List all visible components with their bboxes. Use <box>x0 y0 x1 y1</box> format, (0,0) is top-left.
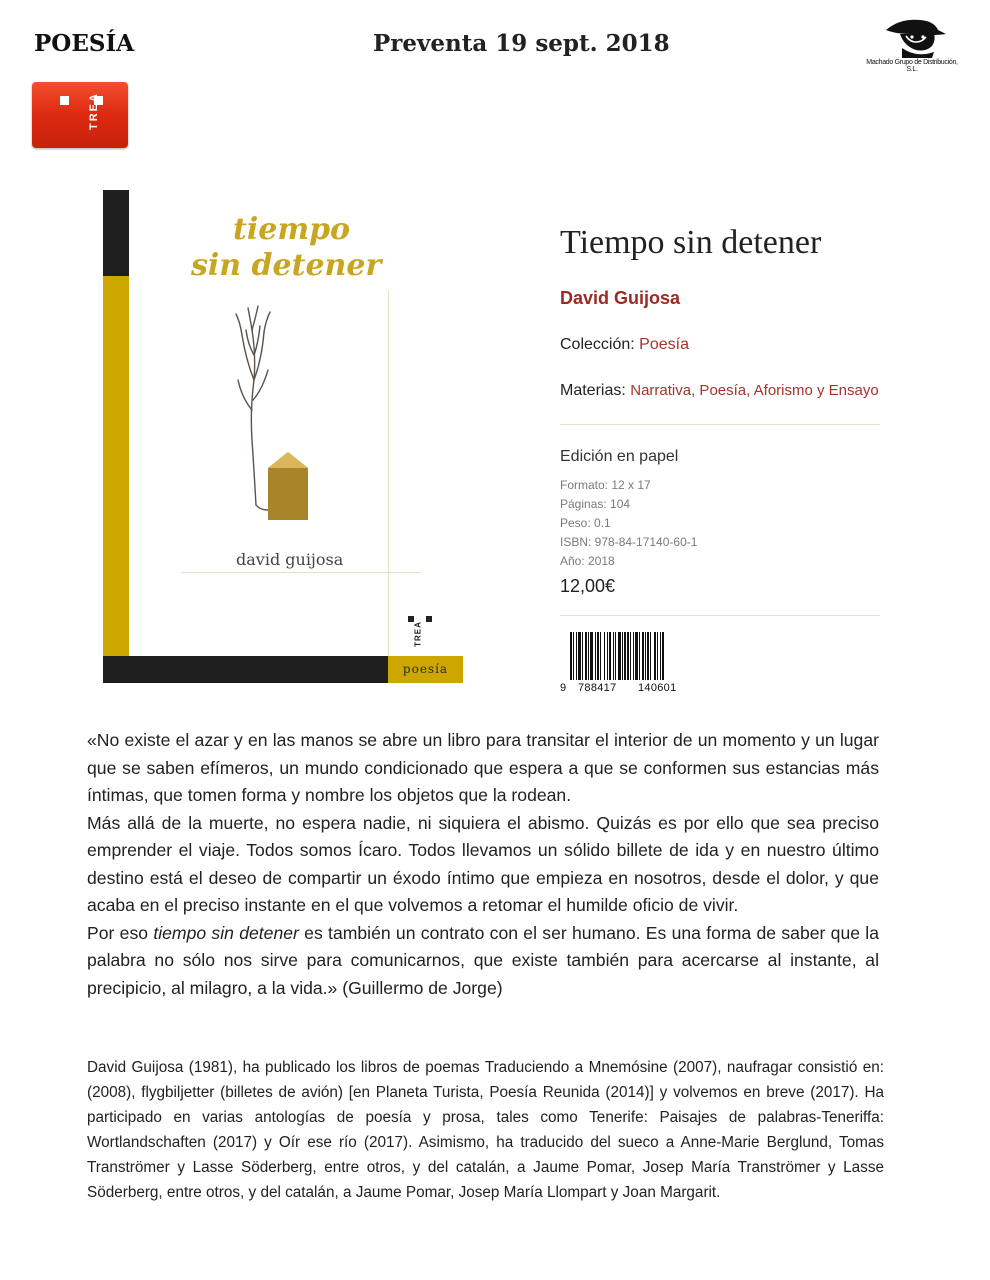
distributor-logo <box>860 12 964 72</box>
logo-text: TREA <box>88 92 100 130</box>
hat-man-icon <box>860 12 964 58</box>
tree-house-illustration <box>228 300 338 525</box>
synopsis-paragraph: Más allá de la muerte, no espera nadie, ni siquiera el abismo. Quizás es por ello que sea preciso emprender el viaje. Todos somos Ícaro. Todos llevamos un sólido billete de ida y en nuestro último destino está el deseo de compartir un éxodo íntimo que empieza en nosotros, desde el dolor, y que acaba en el preciso instante en el que volvemos a retomar el humilde oficio de vivir. <box>87 812 879 915</box>
coleccion-label: Colección: <box>560 336 635 353</box>
cover-title-line2: sin detener <box>191 248 382 283</box>
cover-title-line1: tiempo <box>233 212 351 247</box>
materias-label: Materias: <box>560 382 626 399</box>
book-author-link[interactable]: David Guijosa <box>560 288 681 308</box>
synopsis-emphasis: tiempo sin detener <box>153 922 299 943</box>
book-title: Tiempo sin detener <box>560 224 822 261</box>
barcode-digit-first: 9 <box>560 682 567 694</box>
spec-formato: Formato: 12 x 17 <box>560 478 651 492</box>
section-label: POESÍA <box>34 30 135 57</box>
divider <box>560 615 880 616</box>
cover-trea-text: TREA <box>413 621 423 647</box>
spec-paginas: Páginas: 104 <box>560 497 631 511</box>
synopsis-text: es también un contrato con el ser humano. Es una forma de saber que la palabra no sólo nos sirve para comunicarnos, que existe también para acercarse al instante, al precipicio, al milagro, a la vida.» (Guillermo de Jorge) <box>87 922 880 998</box>
presale-date-heading: Preventa 19 sept. 2018 <box>373 30 670 57</box>
book-cover <box>103 190 463 683</box>
barcode-bars-icon <box>560 632 692 682</box>
cover-trea-mark <box>398 612 438 648</box>
materias-links[interactable]: Narrativa, Poesía, Aforismo y Ensayo <box>630 382 879 399</box>
synopsis-paragraph <box>87 920 879 1003</box>
edition-heading: Edición en papel <box>560 448 679 465</box>
cover-rule-horizontal <box>181 572 421 573</box>
cover-author: david guijosa <box>236 550 344 569</box>
author-bio: David Guijosa (1981), ha publicado los libros de poemas Traduciendo a Mnemósine (2007), naufragar consistió en: (2008), flygbiljetter (billetes de avión) [en Planeta Turista, Poesía Reunida (2014)] y volvemos en breve (2017). Ha participado en varias antologías de poesía y prosa, tales como Tenerife: Paisajes de palabras-Teneriffa: Wortlandschaften (2017) y Oír ese río (2017). Asimismo, ha traducido del sueco a Anne-Marie Berglund, Tomas Tranströmer y Lasse Söderberg, entre otros, y del catalán, a Jaume Pomar, Josep María Tranströmer y Lasse Söderberg, entre otros, y del catalán, a Jaume Pomar, Josep María Llompart y Joan Margarit. <box>87 1059 884 1201</box>
divider <box>560 424 880 425</box>
spec-isbn: ISBN: 978-84-17140-60-1 <box>560 535 698 549</box>
barcode-digits-left: 788417 <box>578 682 617 694</box>
spec-peso: Peso: 0.1 <box>560 516 611 530</box>
synopsis-text: Por eso <box>87 922 154 943</box>
cover-black-bar <box>103 190 129 276</box>
logo-square-icon <box>60 96 69 105</box>
barcode-digits-right: 140601 <box>638 682 677 694</box>
distributor-caption: Machado Grupo de Distribución, S.L. <box>866 59 958 73</box>
materias-row <box>560 382 879 400</box>
cover-collection-label: poesía <box>388 656 463 683</box>
coleccion-link[interactable]: Poesía <box>639 336 689 353</box>
trea-publisher-logo <box>32 82 128 148</box>
cover-yellow-bar <box>103 276 129 656</box>
synopsis-paragraph: «No existe el azar y en las manos se abre un libro para transitar el interior de un momento y un lugar que se saben efímeros, un mundo condicionado que espera a que se conformen sus estancias más íntimas, que tomen forma y nombre los objetos que la rodean. <box>87 730 879 805</box>
mark-square-icon <box>426 616 432 622</box>
coleccion-row <box>560 336 689 354</box>
isbn-barcode <box>560 632 692 694</box>
spec-year: Año: 2018 <box>560 554 615 568</box>
price: 12,00€ <box>560 576 616 596</box>
synopsis <box>87 727 879 1002</box>
cover-bottom-bar <box>103 656 388 683</box>
cover-rule-vertical <box>388 290 389 656</box>
